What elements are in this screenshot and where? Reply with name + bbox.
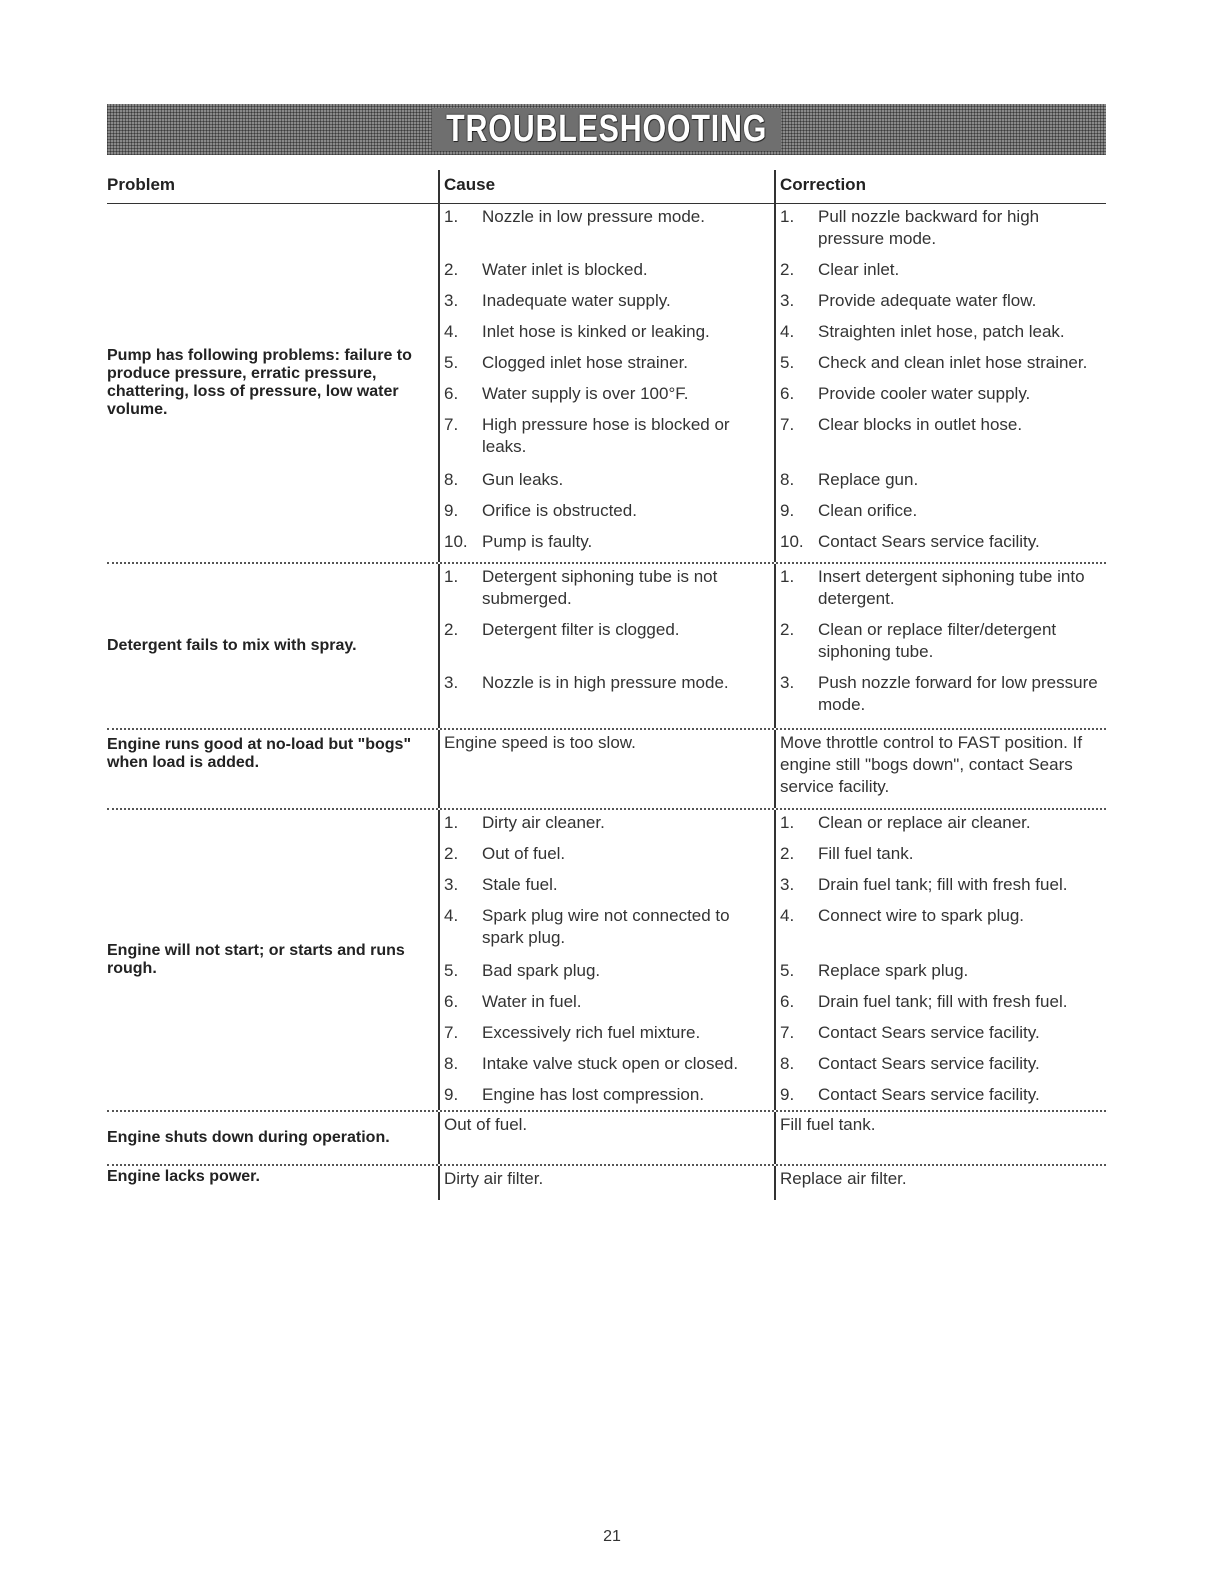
table-row [107,564,1106,730]
cause-cell: Engine speed is too slow. [438,730,774,808]
item-number: 5. [444,353,459,372]
correction-cell [774,810,1106,1110]
cause-text: Nozzle is in high pressure mode. [482,673,729,692]
table-row [107,810,1106,1112]
problem-cell: Pump has following problems: failure to produce pressure, erratic pressure, chattering, loss of pressure, low water volume. [107,347,412,418]
item-number: 1. [780,567,795,586]
item-number: 3. [780,875,795,894]
cause-text: Water inlet is blocked. [482,260,648,279]
cause-text: Stale fuel. [482,875,558,894]
item-number: 7. [444,415,459,434]
correction-text: Insert detergent siphoning tube into detergent. [818,567,1085,608]
item-number: 8. [444,470,459,489]
item-number: 8. [444,1054,459,1073]
page-number: 21 [603,1528,621,1545]
item-number: 8. [780,470,795,489]
correction-text: Clear inlet. [818,260,900,279]
cause-text: Bad spark plug. [482,961,601,980]
cause-text: Spark plug wire not connected to spark plug. [482,906,730,947]
item-number: 7. [444,1023,459,1042]
item-number: 4. [780,322,795,341]
item-number: 1. [444,567,459,586]
cause-text: Out of fuel. [482,844,566,863]
item-number: 2. [780,620,795,639]
cause-text: Detergent filter is clogged. [482,620,680,639]
item-number: 4. [444,322,459,341]
problem-cell: Engine runs good at no-load but "bogs" when load is added. [107,736,412,771]
correction-text: Straighten inlet hose, patch leak. [818,322,1065,341]
item-number: 9. [780,1085,795,1104]
correction-text: Drain fuel tank; fill with fresh fuel. [818,992,1068,1011]
cause-cell [438,810,774,1110]
item-number: 2. [780,260,795,279]
item-number: 10. [780,532,804,551]
item-number: 8. [780,1054,795,1073]
table-header [107,170,1106,204]
item-number: 6. [444,384,459,403]
correction-text: Replace gun. [818,470,919,489]
section-banner [107,104,1106,155]
correction-cell: Fill fuel tank. [774,1112,1106,1164]
cause-text: Nozzle in low pressure mode. [482,207,705,226]
cause-text: Gun leaks. [482,470,564,489]
header-correction: Correction [774,170,1106,203]
item-number: 1. [780,813,795,832]
correction-text: Clean or replace filter/detergent siphoning tube. [818,620,1057,661]
header-problem: Problem [107,175,176,194]
cause-text: Dirty air cleaner. [482,813,605,832]
cause-text: Intake valve stuck open or closed. [482,1054,739,1073]
cause-text: Pump is faulty. [482,532,593,551]
cause-text: Clogged inlet hose strainer. [482,353,689,372]
correction-text: Contact Sears service facility. [818,532,1040,551]
section-title: TROUBLESHOOTING [432,108,782,151]
cause-text: Inlet hose is kinked or leaking. [482,322,710,341]
correction-cell: Replace air filter. [774,1166,1106,1200]
table-row [107,204,1106,564]
correction-text: Fill fuel tank. [818,844,914,863]
table-row [107,730,1106,810]
item-number: 6. [780,384,795,403]
cause-text: Excessively rich fuel mixture. [482,1023,701,1042]
item-number: 1. [444,207,459,226]
item-number: 9. [444,1085,459,1104]
item-number: 9. [780,501,795,520]
correction-text: Contact Sears service facility. [818,1023,1040,1042]
item-number: 5. [780,961,795,980]
correction-text: Push nozzle forward for low pressure mode. [818,673,1098,714]
header-cause: Cause [438,170,774,203]
correction-text: Provide cooler water supply. [818,384,1031,403]
item-number: 3. [444,875,459,894]
item-number: 6. [444,992,459,1011]
correction-text: Contact Sears service facility. [818,1054,1040,1073]
item-number: 2. [444,620,459,639]
item-number: 2. [780,844,795,863]
item-number: 2. [444,844,459,863]
item-number: 7. [780,415,795,434]
item-number: 4. [780,906,795,925]
item-number: 10. [444,532,468,551]
correction-text: Clean or replace air cleaner. [818,813,1031,832]
cause-text: Water in fuel. [482,992,582,1011]
cause-cell [438,564,774,728]
correction-text: Provide adequate water flow. [818,291,1037,310]
correction-cell: Move throttle control to FAST position. If engine still "bogs down", contact Sears service facility. [774,730,1106,808]
cause-cell [438,204,774,562]
problem-cell: Detergent fails to mix with spray. [107,637,357,654]
correction-text: Clean orifice. [818,501,918,520]
correction-text: Pull nozzle backward for high pressure mode. [818,207,1040,248]
correction-text: Clear blocks in outlet hose. [818,415,1023,434]
cause-cell: Out of fuel. [438,1112,774,1164]
correction-cell [774,564,1106,728]
table-row [107,1112,1106,1166]
item-number: 3. [444,291,459,310]
correction-text: Replace spark plug. [818,961,969,980]
cause-text: Detergent siphoning tube is not submerged. [482,567,718,608]
correction-text: Drain fuel tank; fill with fresh fuel. [818,875,1068,894]
cause-text: Orifice is obstructed. [482,501,637,520]
item-number: 3. [780,291,795,310]
cause-text: Inadequate water supply. [482,291,671,310]
cause-text: Engine has lost compression. [482,1085,705,1104]
item-number: 2. [444,260,459,279]
problem-cell: Engine shuts down during operation. [107,1129,390,1146]
cause-cell: Dirty air filter. [438,1166,774,1200]
troubleshooting-table [107,170,1106,1200]
item-number: 6. [780,992,795,1011]
item-number: 5. [780,353,795,372]
correction-text: Contact Sears service facility. [818,1085,1040,1104]
correction-cell [774,204,1106,562]
table-row [107,1166,1106,1200]
correction-text: Check and clean inlet hose strainer. [818,353,1088,372]
cause-text: High pressure hose is blocked or leaks. [482,415,730,456]
item-number: 4. [444,906,459,925]
item-number: 3. [444,673,459,692]
item-number: 3. [780,673,795,692]
item-number: 9. [444,501,459,520]
problem-cell: Engine will not start; or starts and runs rough. [107,942,405,977]
problem-cell: Engine lacks power. [107,1168,260,1185]
correction-text: Connect wire to spark plug. [818,906,1024,925]
cause-text: Water supply is over 100°F. [482,384,689,403]
item-number: 1. [444,813,459,832]
item-number: 7. [780,1023,795,1042]
item-number: 5. [444,961,459,980]
item-number: 1. [780,207,795,226]
